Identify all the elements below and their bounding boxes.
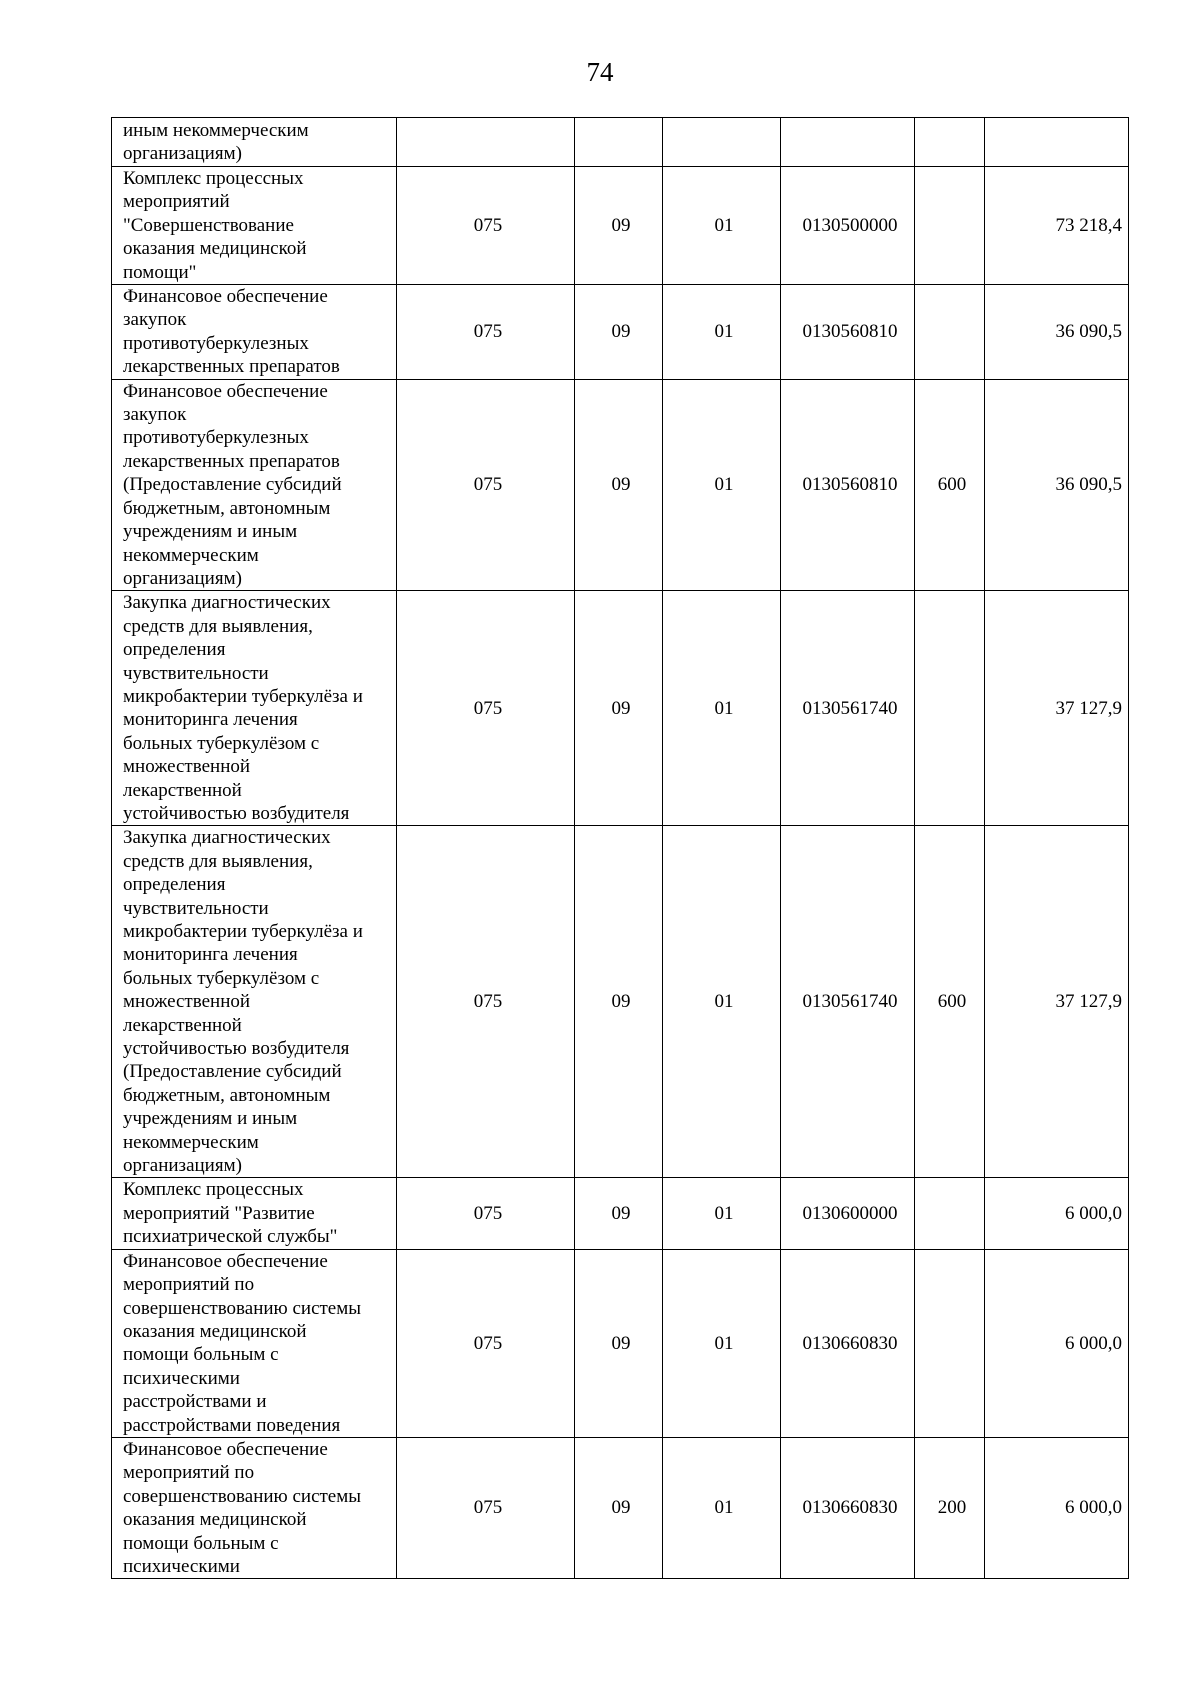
expense-type-cell bbox=[915, 285, 985, 380]
row-name-cell: Финансовое обеспечение мероприятий по совершенствованию системы оказания медицинской помощи больным с психическими bbox=[112, 1437, 397, 1578]
target-article-cell: 0130660830 bbox=[781, 1437, 915, 1578]
department-code-cell: 075 bbox=[397, 167, 575, 285]
expense-type-cell: 200 bbox=[915, 1437, 985, 1578]
expense-type-cell bbox=[915, 1249, 985, 1437]
department-code-cell: 075 bbox=[397, 826, 575, 1178]
target-article-cell: 0130500000 bbox=[781, 167, 915, 285]
expense-type-cell bbox=[915, 167, 985, 285]
table-row bbox=[112, 1437, 1129, 1578]
target-article-cell: 0130561740 bbox=[781, 591, 915, 826]
table-row bbox=[112, 379, 1129, 591]
row-name-cell: Финансовое обеспечение закупок противотуберкулезных лекарственных препаратов (Предоставление субсидий бюджетным, автономным учреждениям и иным некоммерческим организациям) bbox=[112, 379, 397, 591]
subsection-code-cell: 01 bbox=[663, 826, 781, 1178]
department-code-cell: 075 bbox=[397, 1437, 575, 1578]
amount-cell: 6 000,0 bbox=[985, 1178, 1129, 1249]
section-code-cell: 09 bbox=[575, 826, 663, 1178]
row-name-cell: Финансовое обеспечение закупок противотуберкулезных лекарственных препаратов bbox=[112, 285, 397, 380]
target-article-cell bbox=[781, 118, 915, 167]
expense-type-cell bbox=[915, 591, 985, 826]
expense-type-cell bbox=[915, 118, 985, 167]
table-row bbox=[112, 1178, 1129, 1249]
table-row bbox=[112, 1249, 1129, 1437]
subsection-code-cell: 01 bbox=[663, 285, 781, 380]
row-name-cell: Комплекс процессных мероприятий "Развитие психиатрической службы" bbox=[112, 1178, 397, 1249]
section-code-cell: 09 bbox=[575, 167, 663, 285]
section-code-cell: 09 bbox=[575, 379, 663, 591]
target-article-cell: 0130600000 bbox=[781, 1178, 915, 1249]
section-code-cell bbox=[575, 118, 663, 167]
department-code-cell: 075 bbox=[397, 1249, 575, 1437]
budget-table bbox=[111, 117, 1129, 1579]
subsection-code-cell bbox=[663, 118, 781, 167]
section-code-cell: 09 bbox=[575, 1249, 663, 1437]
amount-cell: 37 127,9 bbox=[985, 826, 1129, 1178]
subsection-code-cell: 01 bbox=[663, 1178, 781, 1249]
page-number: 74 bbox=[586, 57, 614, 87]
amount-cell: 37 127,9 bbox=[985, 591, 1129, 826]
department-code-cell: 075 bbox=[397, 285, 575, 380]
target-article-cell: 0130560810 bbox=[781, 379, 915, 591]
target-article-cell: 0130561740 bbox=[781, 826, 915, 1178]
subsection-code-cell: 01 bbox=[663, 591, 781, 826]
row-name-cell: иным некоммерческим организациям) bbox=[112, 118, 397, 167]
department-code-cell bbox=[397, 118, 575, 167]
target-article-cell: 0130660830 bbox=[781, 1249, 915, 1437]
amount-cell: 6 000,0 bbox=[985, 1437, 1129, 1578]
amount-cell: 73 218,4 bbox=[985, 167, 1129, 285]
row-name-cell: Комплекс процессных мероприятий "Совершенствование оказания медицинской помощи" bbox=[112, 167, 397, 285]
section-code-cell: 09 bbox=[575, 1437, 663, 1578]
row-name-cell: Финансовое обеспечение мероприятий по совершенствованию системы оказания медицинской помощи больным с психическими расстройствами и расстройствами поведения bbox=[112, 1249, 397, 1437]
row-name-cell: Закупка диагностических средств для выявления, определения чувствительности микробактерии туберкулёза и мониторинга лечения больных туберкулёзом с множественной лекарственной устойчивостью возбудителя bbox=[112, 591, 397, 826]
amount-cell: 36 090,5 bbox=[985, 379, 1129, 591]
subsection-code-cell: 01 bbox=[663, 167, 781, 285]
subsection-code-cell: 01 bbox=[663, 379, 781, 591]
table-row bbox=[112, 591, 1129, 826]
table-row bbox=[112, 167, 1129, 285]
table-row bbox=[112, 285, 1129, 380]
amount-cell: 6 000,0 bbox=[985, 1249, 1129, 1437]
department-code-cell: 075 bbox=[397, 591, 575, 826]
row-name-cell: Закупка диагностических средств для выявления, определения чувствительности микробактерии туберкулёза и мониторинга лечения больных туберкулёзом с множественной лекарственной устойчивостью возбудителя (Предоставление субсидий бюджетным, автономным учреждениям и иным некоммерческим организациям) bbox=[112, 826, 397, 1178]
amount-cell: 36 090,5 bbox=[985, 285, 1129, 380]
subsection-code-cell: 01 bbox=[663, 1249, 781, 1437]
expense-type-cell: 600 bbox=[915, 379, 985, 591]
subsection-code-cell: 01 bbox=[663, 1437, 781, 1578]
target-article-cell: 0130560810 bbox=[781, 285, 915, 380]
table-row bbox=[112, 118, 1129, 167]
department-code-cell: 075 bbox=[397, 1178, 575, 1249]
table-row bbox=[112, 826, 1129, 1178]
amount-cell bbox=[985, 118, 1129, 167]
expense-type-cell: 600 bbox=[915, 826, 985, 1178]
section-code-cell: 09 bbox=[575, 285, 663, 380]
section-code-cell: 09 bbox=[575, 1178, 663, 1249]
department-code-cell: 075 bbox=[397, 379, 575, 591]
section-code-cell: 09 bbox=[575, 591, 663, 826]
expense-type-cell bbox=[915, 1178, 985, 1249]
